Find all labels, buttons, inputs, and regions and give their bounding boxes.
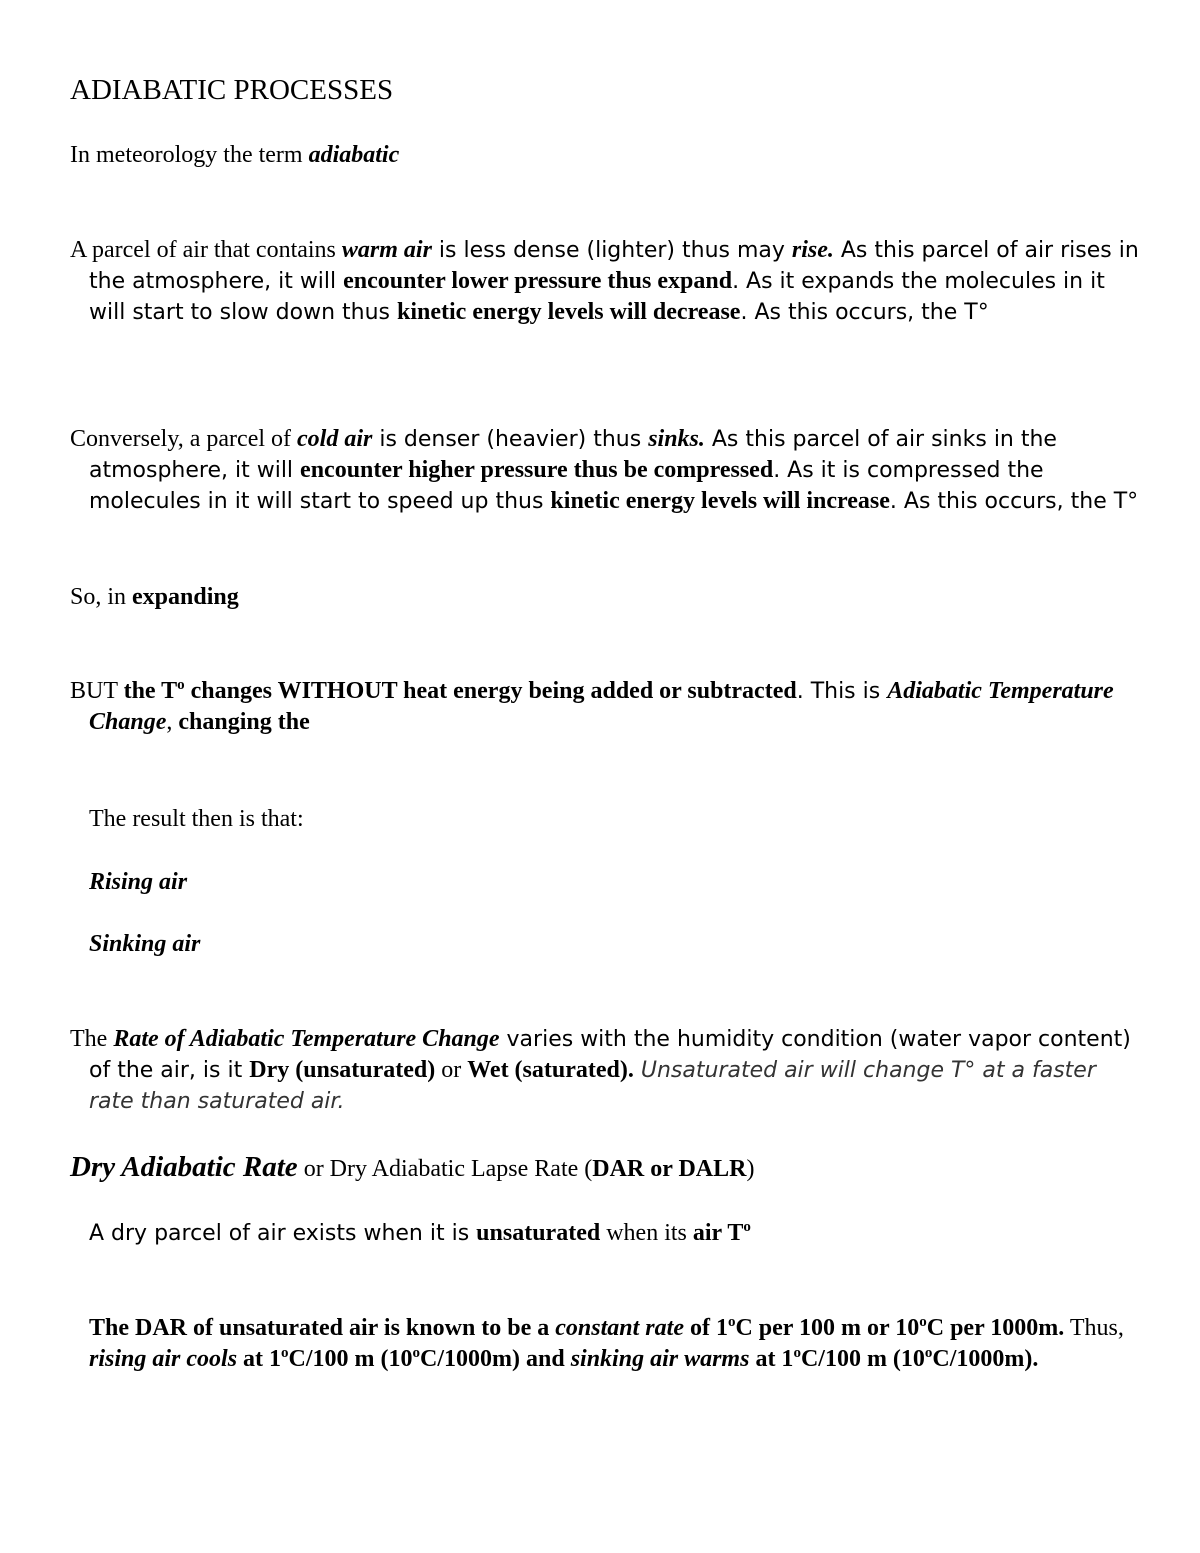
warm-air-paragraph: A parcel of air that contains warm air is less dense (lighter) thus may rise. As this parcel of air rises in the atmosphere, it will encounter lower pressure thus expand. As it expands the molecules in it will start to slow down thus kinetic energy levels will decrease. As this occurs, the T° (70, 237, 1139, 325)
dry-parcel-line: A dry parcel of air exists when it is unsaturated when its air $T^o$ (89, 1219, 751, 1246)
cold-air-paragraph: Conversely, a parcel of cold air is denser (heavier) thus sinks. As this parcel of air sinks in the atmosphere, it will encounter higher pressure thus be compressed. As it is compressed the molecules in it will start to speed up thus kinetic energy levels will increase. As this occurs, the T° (70, 426, 1139, 514)
result-intro: The result then is that: (89, 806, 304, 832)
but-paragraph: BUT the $T^o$ changes WITHOUT heat energy being added or subtracted. This is Adiabatic Temperature Change, changing the (70, 677, 1114, 735)
rate-paragraph: The Rate of Adiabatic Temperature Change varies with the humidity condition (water vapor content) of the air, is it Dry (unsaturated) or Wet (saturated). Unsaturated air will change T° at a faster rate than saturated air. (70, 1026, 1131, 1114)
dar-constant-paragraph: The DAR of unsaturated air is known to be a constant rate of 1$^o$C per 100 m or 10$^o$C per 1000m. Thus, rising air cools at 1$^o$C/100 m (10$^o$C/1000m) and sinking air warms at 1$^o$C/100 m (10$^o$C/1000m). (89, 1314, 1124, 1372)
sinking-air-label: Sinking air (89, 931, 201, 957)
page-title: ADIABATIC PROCESSES (70, 74, 394, 106)
intro-line: In meteorology the term adiabatic (70, 142, 400, 168)
dar-heading: Dry Adiabatic Rate or Dry Adiabatic Lapse Rate (DAR or DALR) (70, 1151, 755, 1183)
so-expanding-line: So, in expanding (70, 584, 239, 610)
rising-air-label: Rising air (89, 869, 188, 895)
